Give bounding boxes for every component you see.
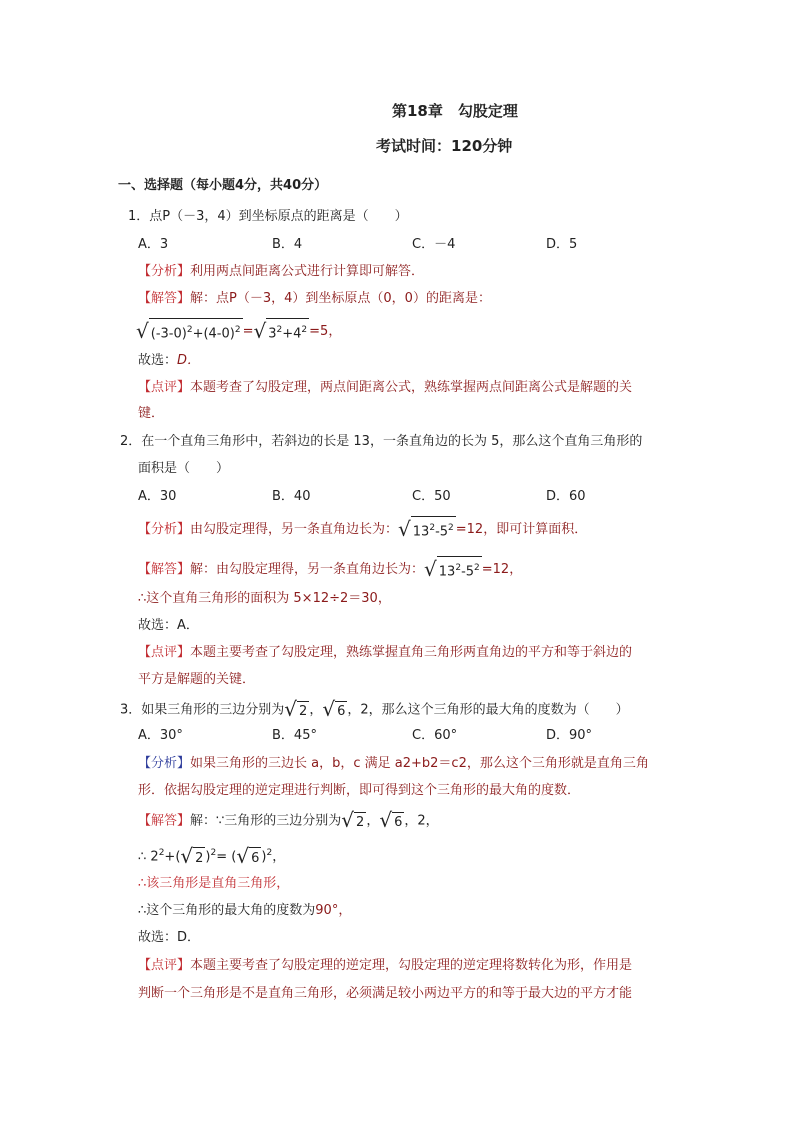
analysis-text: 利用两点间距离公式进行计算即可解答． <box>190 264 425 279</box>
q2-option-c: C．50 <box>412 489 451 504</box>
q3-analysis: 【分析】如果三角形的三边长 a，b，c 满足 a2+b2＝c2，那么这个三角形就是直角三角 <box>138 756 649 771</box>
radical: √ $13^2-5^2$ <box>424 557 480 582</box>
solution-text: 解：点P（－3，4）到坐标原点（0，0）的距离是： <box>190 291 491 306</box>
q3-review-cont: 判断一个三角形是不是直角三角形，必须满足较小两边平方的和等于最大边的平方才能 <box>138 986 633 1001</box>
q3-choice: 故选：D． <box>138 930 201 945</box>
radical: √ 2 <box>284 697 308 721</box>
q1-solution <box>138 290 491 308</box>
solution-tag: 【解答】 <box>138 291 191 306</box>
radical: √ 6 <box>236 843 260 868</box>
q2-solution: 【解答】解：由勾股定理得，另一条直角边长为：√ $13^2-5^2 =12$， <box>138 557 523 582</box>
radical: √ 6 <box>322 697 346 721</box>
radical: √ $(-3-0)^2+(4-0)^2$ <box>136 319 241 344</box>
q3-review: 【点评】本题主要考查了勾股定理的逆定理，勾股定理的逆定理将数转化为形，作用是 <box>138 958 633 973</box>
q1-option-a: A．3 <box>138 237 169 252</box>
radical: √ $3^2+4^2$ <box>253 319 308 344</box>
q2-review-cont: 平方是解题的关键． <box>138 672 256 687</box>
q1-review-cont: 键． <box>138 406 165 421</box>
q3-max-angle: ∴这个三角形的最大角的度数为90°， <box>138 903 352 918</box>
q2-choice: 故选：A． <box>138 618 199 633</box>
q3-analysis-cont: 形．依据勾股定理的逆定理进行判断，即可得到这个三角形的最大角的度数． <box>138 783 581 798</box>
q2-stem-cont: 面积是（ ） <box>138 461 230 476</box>
q1-analysis <box>138 263 424 281</box>
q2-stem: 2．在一个直角三角形中，若斜边的长是 13，一条直角边的长为 5，那么这个直角三角形的 <box>120 434 643 449</box>
radical: √ 2 <box>341 808 365 832</box>
q2-option-a: A．30 <box>138 489 177 504</box>
q1-stem: 1．点P（－3，4）到坐标原点的距离是（ ） <box>128 209 408 224</box>
q1-option-d: D．5 <box>546 237 578 252</box>
chapter-title: 第18章 勾股定理 <box>392 102 518 120</box>
q2-option-b: B．40 <box>272 489 311 504</box>
exam-time: 考试时间：120分钟 <box>376 137 513 155</box>
q2-solution-line: ∴这个直角三角形的面积为 5×12÷2＝30， <box>138 591 391 606</box>
radical: √ 6 <box>379 808 403 832</box>
q1-option-c: C．－4 <box>412 237 456 252</box>
q2-analysis: 【分析】由勾股定理得，另一条直角边长为：√ $13^2-5^2 =12$，即可计算面积． <box>138 517 588 542</box>
review-tag: 【点评】 <box>138 380 191 395</box>
q3-option-c: C．60° <box>412 728 458 743</box>
q1-review: 【点评】本题考查了勾股定理，两点间距离公式，熟练掌握两点间距离公式是解题的关 <box>138 380 633 395</box>
q1-formula: √ $(-3-0)^2+(4-0)^2$ =√ $3^2+4^2 =5$， <box>136 319 342 344</box>
q3-solution-line: ∴该三角形是直角三角形， <box>138 876 290 891</box>
q2-option-d: D．60 <box>546 489 586 504</box>
q3-option-d: D．90° <box>546 728 593 743</box>
q1-choice: 故选：D． <box>138 353 201 368</box>
q1-option-b: B．4 <box>272 237 303 252</box>
q3-option-a: A．30° <box>138 728 183 743</box>
radical: √ $13^2-5^2$ <box>398 517 454 542</box>
q3-option-b: B．45° <box>272 728 317 743</box>
analysis-tag: 【分析】 <box>138 264 191 279</box>
q3-stem: 3．如果三角形的三边分别为√ 2 ，√ 6 ，2，那么这个三角形的最大角的度数为（ ） <box>120 697 629 721</box>
q3-solution: 【解答】解：∵三角形的三边分别为√ 2 ，√ 6 ，2， <box>138 808 439 832</box>
radical: √ 2 <box>180 843 204 868</box>
q3-equation: ∴ $2^2+(√$ 2 )$^2$= (√ 6 )$^2$， <box>138 843 286 868</box>
section-heading: 一、选择题（每小题4分，共40分） <box>118 178 328 193</box>
q2-review: 【点评】本题主要考查了勾股定理，熟练掌握直角三角形两直角边的平方和等于斜边的 <box>138 645 633 660</box>
